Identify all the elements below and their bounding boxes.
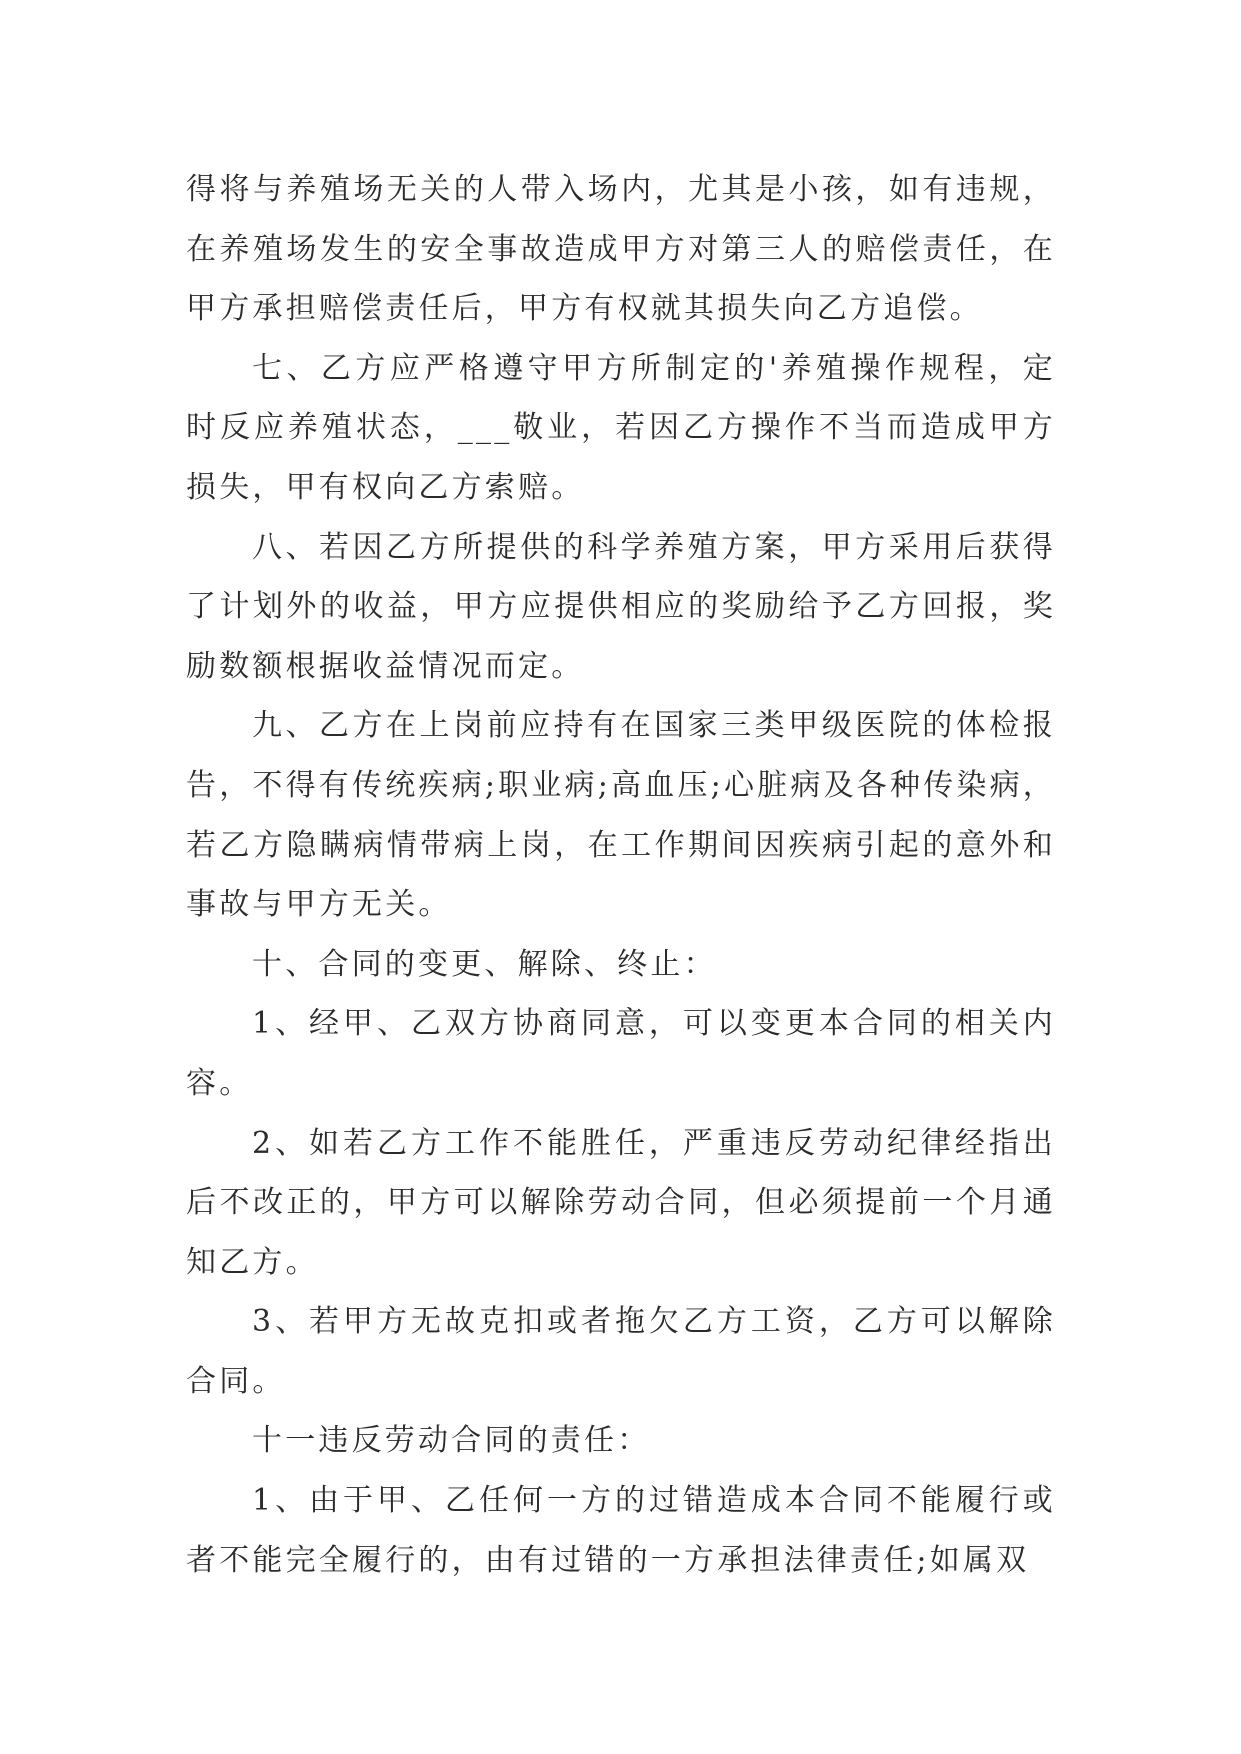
paragraph-clause-7: 七、乙方应严格遵守甲方所制定的'养殖操作规程，定时反应养殖状态，___敬业，若因乙方操作不当而造成甲方损失，甲有权向乙方索赔。	[186, 350, 1056, 505]
paragraph-clause-10-heading: 十、合同的变更、解除、终止：	[252, 946, 717, 982]
document-body	[186, 160, 1056, 1590]
paragraph-clause-10-item-3: 3、若甲方无故克扣或者拖欠乙方工资，乙方可以解除合同。	[186, 1304, 1056, 1399]
paragraph-clause-10-item-1: 1、经甲、乙双方协商同意，可以变更本合同的相关内容。	[186, 1006, 1056, 1101]
paragraph-clause-10-item-2: 2、如若乙方工作不能胜任，严重违反劳动纪律经指出后不改正的，甲方可以解除劳动合同，但必须提前一个月通知乙方。	[186, 1125, 1056, 1280]
paragraph-clause-11-item-1: 1、由于甲、乙任何一方的过错造成本合同不能履行或者不能完全履行的，由有过错的一方承担法律责任;如属双	[186, 1483, 1056, 1578]
paragraph-clause-8: 八、若因乙方所提供的科学养殖方案，甲方采用后获得了计划外的收益，甲方应提供相应的奖励给予乙方回报，奖励数额根据收益情况而定。	[186, 529, 1056, 684]
paragraph-clause-11-heading: 十一违反劳动合同的责任：	[252, 1423, 651, 1459]
paragraph-continuation: 得将与养殖场无关的人带入场内，尤其是小孩，如有违规，在养殖场发生的安全事故造成甲方对第三人的赔偿责任，在甲方承担赔偿责任后，甲方有权就其损失向乙方追偿。	[186, 172, 1056, 327]
paragraph-clause-9: 九、乙方在上岗前应持有在国家三类甲级医院的体检报告，不得有传统疾病;职业病;高血压;心脏病及各种传染病，若乙方隐瞒病情带病上岗，在工作期间因疾病引起的意外和事故与甲方无关。	[186, 708, 1056, 923]
